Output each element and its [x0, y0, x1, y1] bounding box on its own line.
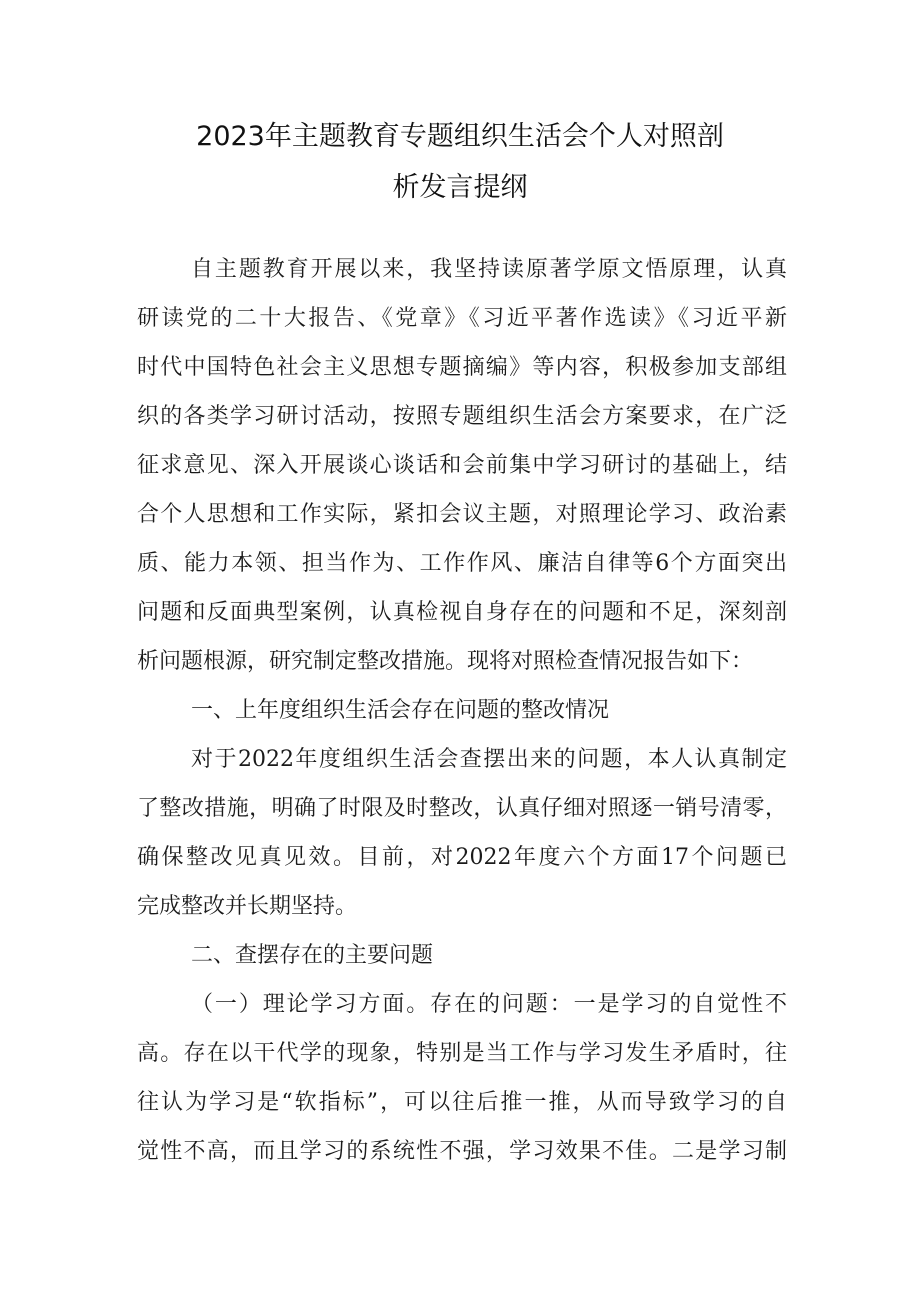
paragraph-line: 研读党的二十大报告、《党章》《习近平著作选读》《习近平新	[137, 306, 787, 331]
paragraph-line: 完成整改并长期坚持。	[137, 894, 358, 919]
paragraph-line: 觉性不高，而且学习的系统性不强，学习效果不佳。二是学习制	[137, 1139, 787, 1164]
paragraph-line: 往认为学习是“软指标”，可以往后推一推，从而导致学习的自	[137, 1090, 787, 1115]
paragraph-line: 确保整改见真见效。目前，对2022年度六个方面17个问题已	[137, 845, 787, 870]
paragraph-line: 高。存在以干代学的现象，特别是当工作与学习发生矛盾时，往	[137, 1041, 787, 1066]
section-heading: 二、查摆存在的主要问题	[191, 943, 434, 968]
paragraph-line: 织的各类学习研讨活动，按照专题组织生活会方案要求，在广泛	[137, 404, 787, 429]
paragraph-line: 问题和反面典型案例，认真检视自身存在的问题和不足，深刻剖	[137, 600, 787, 625]
paragraph-line: 了整改措施，明确了时限及时整改，认真仔细对照逐一销号清零，	[137, 796, 787, 821]
paragraph-line: 征求意见、深入开展谈心谈话和会前集中学习研讨的基础上，结	[137, 453, 787, 478]
section-heading: 一、上年度组织生活会存在问题的整改情况	[191, 698, 610, 723]
document-title-line-1: 2023年主题教育专题组织生活会个人对照剖	[196, 121, 724, 152]
paragraph-line: 自主题教育开展以来，我坚持读原著学原文悟原理，认真	[191, 257, 787, 282]
paragraph-line: 对于2022年度组织生活会查摆出来的问题，本人认真制定	[191, 747, 787, 772]
paragraph-line: 析问题根源，研究制定整改措施。现将对照检查情况报告如下：	[137, 649, 754, 674]
document-title-line-2: 析发言提纲	[392, 172, 528, 203]
paragraph-line: 时代中国特色社会主义思想专题摘编》等内容，积极参加支部组	[137, 355, 787, 380]
paragraph-line: （一）理论学习方面。存在的问题：一是学习的自觉性不	[191, 992, 787, 1017]
paragraph-line: 质、能力本领、担当作为、工作作风、廉洁自律等6个方面突出	[137, 551, 787, 576]
paragraph-line: 合个人思想和工作实际，紧扣会议主题，对照理论学习、政治素	[137, 502, 787, 527]
